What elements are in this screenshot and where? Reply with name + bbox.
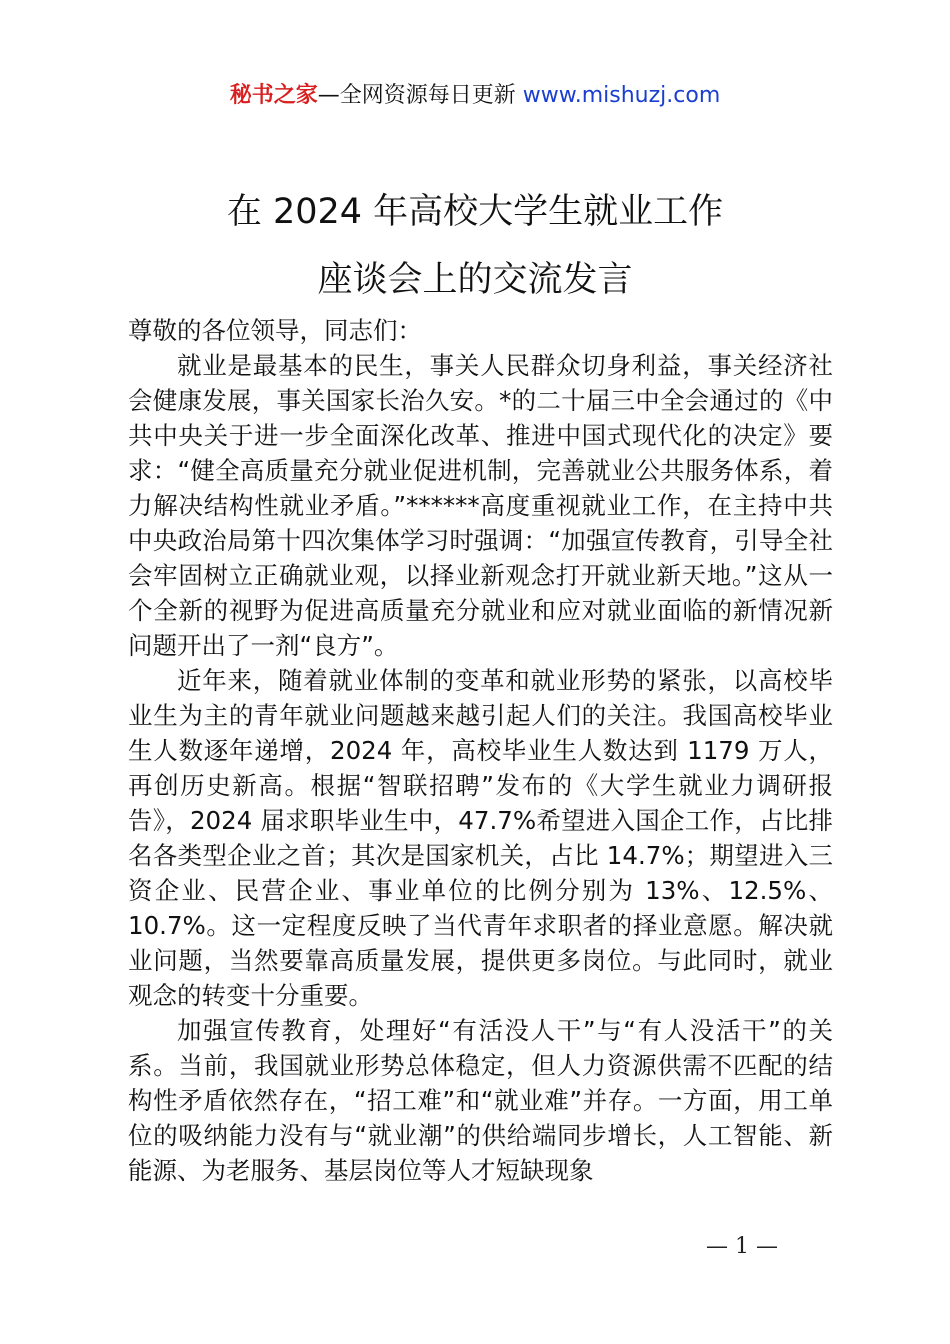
document-title-line-1: 在 2024 年高校大学生就业工作 — [226, 192, 724, 232]
site-tagline: —全网资源每日更新 — [317, 83, 516, 108]
site-brand: 秘书之家 — [229, 83, 318, 108]
body-paragraph: 近年来，随着就业体制的变革和就业形势的紧张，以高校毕业生为主的青年就业问题越来越引起人们的关注。我国高校毕业生人数逐年递增，2024 年，高校毕业生人数达到 1179 万人，再创历史新高。根据“智联招聘”发布的《大学生就业力调研报告》，2024 届求职毕业生中，47.7%希望进入国企工作，占比排名各类型企业之首；其次是国家机关，占比 14.7%；期望进入三资企业、民营企业、事业单位的比例分别为 13%、12.5%、10.7%。这一定程度反映了当代青年求职者的择业意愿。解决就业问题，当然要靠高质量发展，提供更多岗位。与此同时，就业观念的转变十分重要。 — [128, 666, 833, 1010]
document-title-line-2: 座谈会上的交流发言 — [317, 260, 633, 300]
body-paragraph: 加强宣传教育，处理好“有活没人干”与“有人没活干”的关系。当前，我国就业形势总体稳定，但人力资源供需不匹配的结构性矛盾依然存在，“招工难”和“就业难”并存。一方面，用工单位的吸纳能力没有与“就业潮”的供给端同步增长，人工智能、新能源、为老服务、基层岗位等人才短缺现象 — [128, 1016, 833, 1185]
document-body — [128, 313, 833, 1188]
page-number: — 1 — — [706, 1234, 778, 1259]
site-url-link[interactable]: www.mishuzj.com — [522, 83, 721, 108]
site-header — [0, 80, 950, 112]
body-paragraph: 就业是最基本的民生，事关人民群众切身利益，事关经济社会健康发展，事关国家长治久安。*的二十届三中全会通过的《中共中央关于进一步全面深化改革、推进中国式现代化的决定》要求：“健全高质量充分就业促进机制，完善就业公共服务体系，着力解决结构性就业矛盾。”******高度重视就业工作，在主持中共中央政治局第十四次集体学习时强调：“加强宣传教育，引导全社会牢固树立正确就业观，以择业新观念打开就业新天地。”这从一个全新的视野为促进高质量充分就业和应对就业面临的新情况新问题开出了一剂“良方”。 — [128, 351, 833, 660]
salutation: 尊敬的各位领导，同志们： — [128, 316, 422, 345]
